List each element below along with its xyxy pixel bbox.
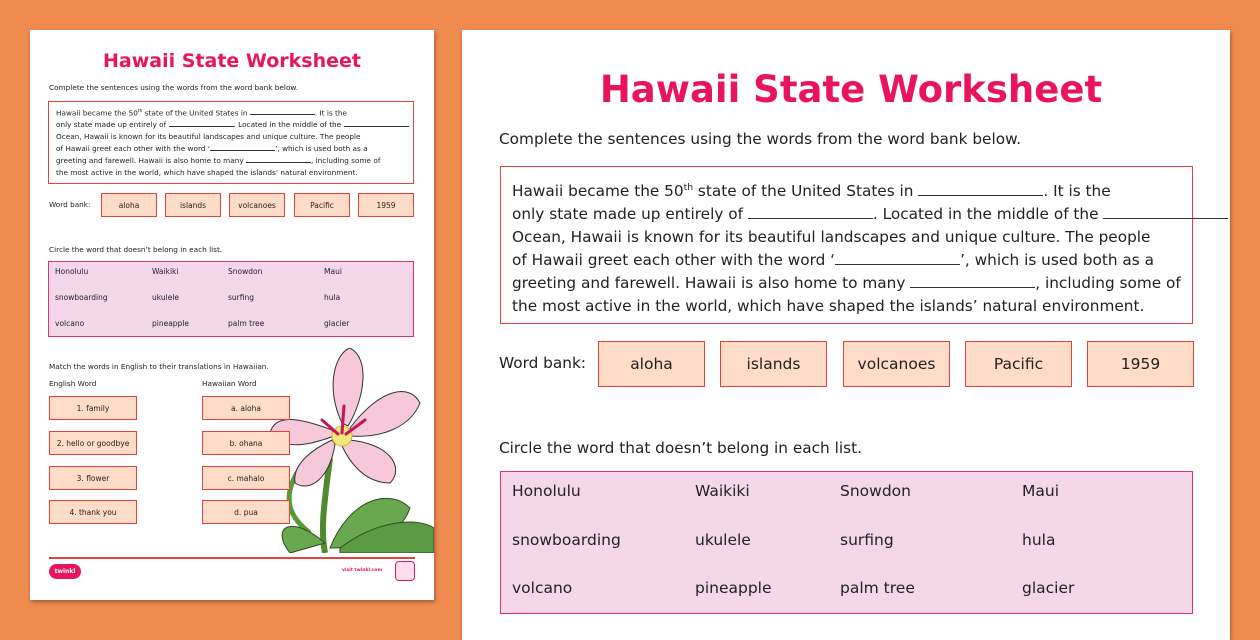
english-word-box[interactable]: 2. hello or goodbye [49, 431, 137, 455]
paragraph-text: Ocean, Hawaii is known for its beautiful landscapes and unique culture. The people [512, 228, 1151, 247]
instruction-complete: Complete the sentences using the words from the word bank below. [499, 130, 1022, 148]
answer-blank[interactable] [748, 218, 873, 219]
paragraph-line [56, 131, 406, 143]
circle-word[interactable]: surfing [840, 531, 894, 549]
circle-word-box [500, 471, 1193, 614]
superscript: th [683, 182, 694, 193]
hawaiian-header: Hawaiian Word [202, 379, 257, 388]
paragraph-line [512, 272, 1181, 295]
word-bank-item: aloha [598, 341, 705, 387]
answer-blank[interactable] [918, 195, 1043, 196]
page-title: Hawaii State Worksheet [599, 68, 1103, 111]
circle-word[interactable]: pineapple [152, 319, 190, 328]
paragraph-text: ’, which is used both as a [960, 251, 1155, 270]
word-bank-label: Word bank: [499, 354, 586, 372]
paragraph-text: Hawaii became the 50 [512, 182, 684, 201]
hawaiian-word-box[interactable]: d. pua [202, 500, 290, 524]
circle-word[interactable]: pineapple [695, 579, 772, 597]
worksheet-thumbnail-page[interactable] [30, 30, 434, 600]
paragraph-line [512, 203, 1181, 226]
paragraph-text: of Hawaii greet each other with the word ‘ [56, 144, 211, 154]
circle-word[interactable]: glacier [324, 319, 350, 328]
english-word-box[interactable]: 3. flower [49, 466, 137, 490]
paragraph-line [56, 106, 406, 119]
circle-word[interactable]: palm tree [228, 319, 265, 328]
footer-link[interactable]: visit twinkl.com [342, 568, 383, 573]
answer-blank[interactable] [1103, 218, 1228, 219]
answer-blank[interactable] [344, 126, 409, 127]
paragraph-line [512, 295, 1181, 318]
circle-word[interactable]: Snowdon [228, 267, 263, 276]
paragraph-text: . Located in the middle of the [872, 205, 1104, 224]
paragraph-text: . Located in the middle of the [233, 120, 344, 130]
paragraph-line [512, 176, 1181, 203]
paragraph-text: state of the United States in [693, 182, 919, 201]
instruction-circle: Circle the word that doesn’t belong in each list. [499, 439, 862, 457]
paragraph-text: , including some of [310, 156, 381, 166]
paragraph-box [500, 166, 1193, 324]
answer-blank[interactable] [169, 126, 234, 127]
paragraph-text: the most active in the world, which have shaped the islands’ natural environment. [56, 168, 358, 178]
page-title: Hawaii State Worksheet [103, 50, 361, 72]
worksheet-zoomed-page [462, 30, 1230, 640]
paragraph-text: the most active in the world, which have shaped the islands’ natural environment. [512, 297, 1145, 316]
paragraph-text: of Hawaii greet each other with the word ‘ [512, 251, 836, 270]
answer-blank[interactable] [910, 287, 1035, 288]
circle-word[interactable]: hula [1022, 531, 1056, 549]
word-bank-item: volcanoes [229, 193, 285, 217]
word-bank-item: islands [720, 341, 827, 387]
circle-word[interactable]: Maui [324, 267, 342, 276]
circle-word[interactable]: volcano [512, 579, 573, 597]
paragraph-text: . It is the [1043, 182, 1111, 201]
word-bank-item: Pacific [965, 341, 1072, 387]
hawaiian-word-box[interactable]: a. aloha [202, 396, 290, 420]
instruction-circle: Circle the word that doesn’t belong in each list. [49, 245, 223, 254]
paragraph-line [56, 119, 406, 131]
word-bank-item: 1959 [1087, 341, 1194, 387]
hawaiian-word-box[interactable]: b. ohana [202, 431, 290, 455]
paragraph-text: Ocean, Hawaii is known for its beautiful landscapes and unique culture. The people [56, 132, 361, 142]
answer-blank[interactable] [250, 114, 315, 115]
circle-word[interactable]: Waikiki [695, 482, 750, 500]
circle-word-box [48, 261, 414, 337]
circle-word[interactable]: ukulele [695, 531, 751, 549]
english-word-box[interactable]: 4. thank you [49, 500, 137, 524]
badge-icon [395, 561, 415, 581]
paragraph-text: greeting and farewell. Hawaii is also home to many [56, 156, 246, 166]
english-word-box[interactable]: 1. family [49, 396, 137, 420]
paragraph-text: only state made up entirely of [56, 120, 169, 130]
circle-word[interactable]: snowboarding [512, 531, 621, 549]
instruction-complete: Complete the sentences using the words from the word bank below. [49, 83, 299, 92]
word-bank-item: aloha [101, 193, 157, 217]
paragraph-text: only state made up entirely of [512, 205, 748, 224]
circle-word[interactable]: Waikiki [152, 267, 179, 276]
answer-blank[interactable] [210, 150, 275, 151]
word-bank-item: 1959 [358, 193, 414, 217]
word-bank-label: Word bank: [49, 200, 91, 209]
word-bank-item: volcanoes [843, 341, 950, 387]
paragraph-line [512, 249, 1181, 272]
footer-divider [49, 557, 415, 559]
paragraph-text: greeting and farewell. Hawaii is also home to many [512, 274, 911, 293]
english-header: English Word [49, 379, 97, 388]
circle-word[interactable]: snowboarding [55, 293, 108, 302]
word-bank-item: Pacific [294, 193, 350, 217]
instruction-match: Match the words in English to their translations in Hawaiian. [49, 362, 269, 371]
hawaiian-word-box[interactable]: c. mahalo [202, 466, 290, 490]
paragraph-line [56, 167, 406, 179]
answer-blank[interactable] [246, 162, 311, 163]
circle-word[interactable]: volcano [55, 319, 85, 328]
circle-word[interactable]: Honolulu [512, 482, 581, 500]
circle-word[interactable]: Honolulu [55, 267, 89, 276]
circle-word[interactable]: palm tree [840, 579, 915, 597]
paragraph-text: . It is the [314, 108, 347, 118]
circle-word[interactable]: surfing [228, 293, 254, 302]
paragraph-text: Hawaii became the 50 [56, 108, 138, 118]
circle-word[interactable]: ukulele [152, 293, 180, 302]
superscript: th [137, 109, 143, 114]
paragraph-text: ’, which is used both as a [275, 144, 368, 154]
paragraph-box [48, 101, 414, 184]
circle-word[interactable]: hula [324, 293, 341, 302]
paragraph-line [512, 226, 1181, 249]
paragraph-line [56, 143, 406, 155]
word-bank-item: islands [165, 193, 221, 217]
circle-word[interactable]: glacier [1022, 579, 1075, 597]
paragraph-text: , including some of [1035, 274, 1181, 293]
twinkl-logo: twinkl [49, 564, 81, 579]
answer-blank[interactable] [835, 264, 960, 265]
circle-word[interactable]: Maui [1022, 482, 1060, 500]
paragraph-line [56, 155, 406, 167]
paragraph-text: state of the United States in [142, 108, 250, 118]
circle-word[interactable]: Snowdon [840, 482, 911, 500]
